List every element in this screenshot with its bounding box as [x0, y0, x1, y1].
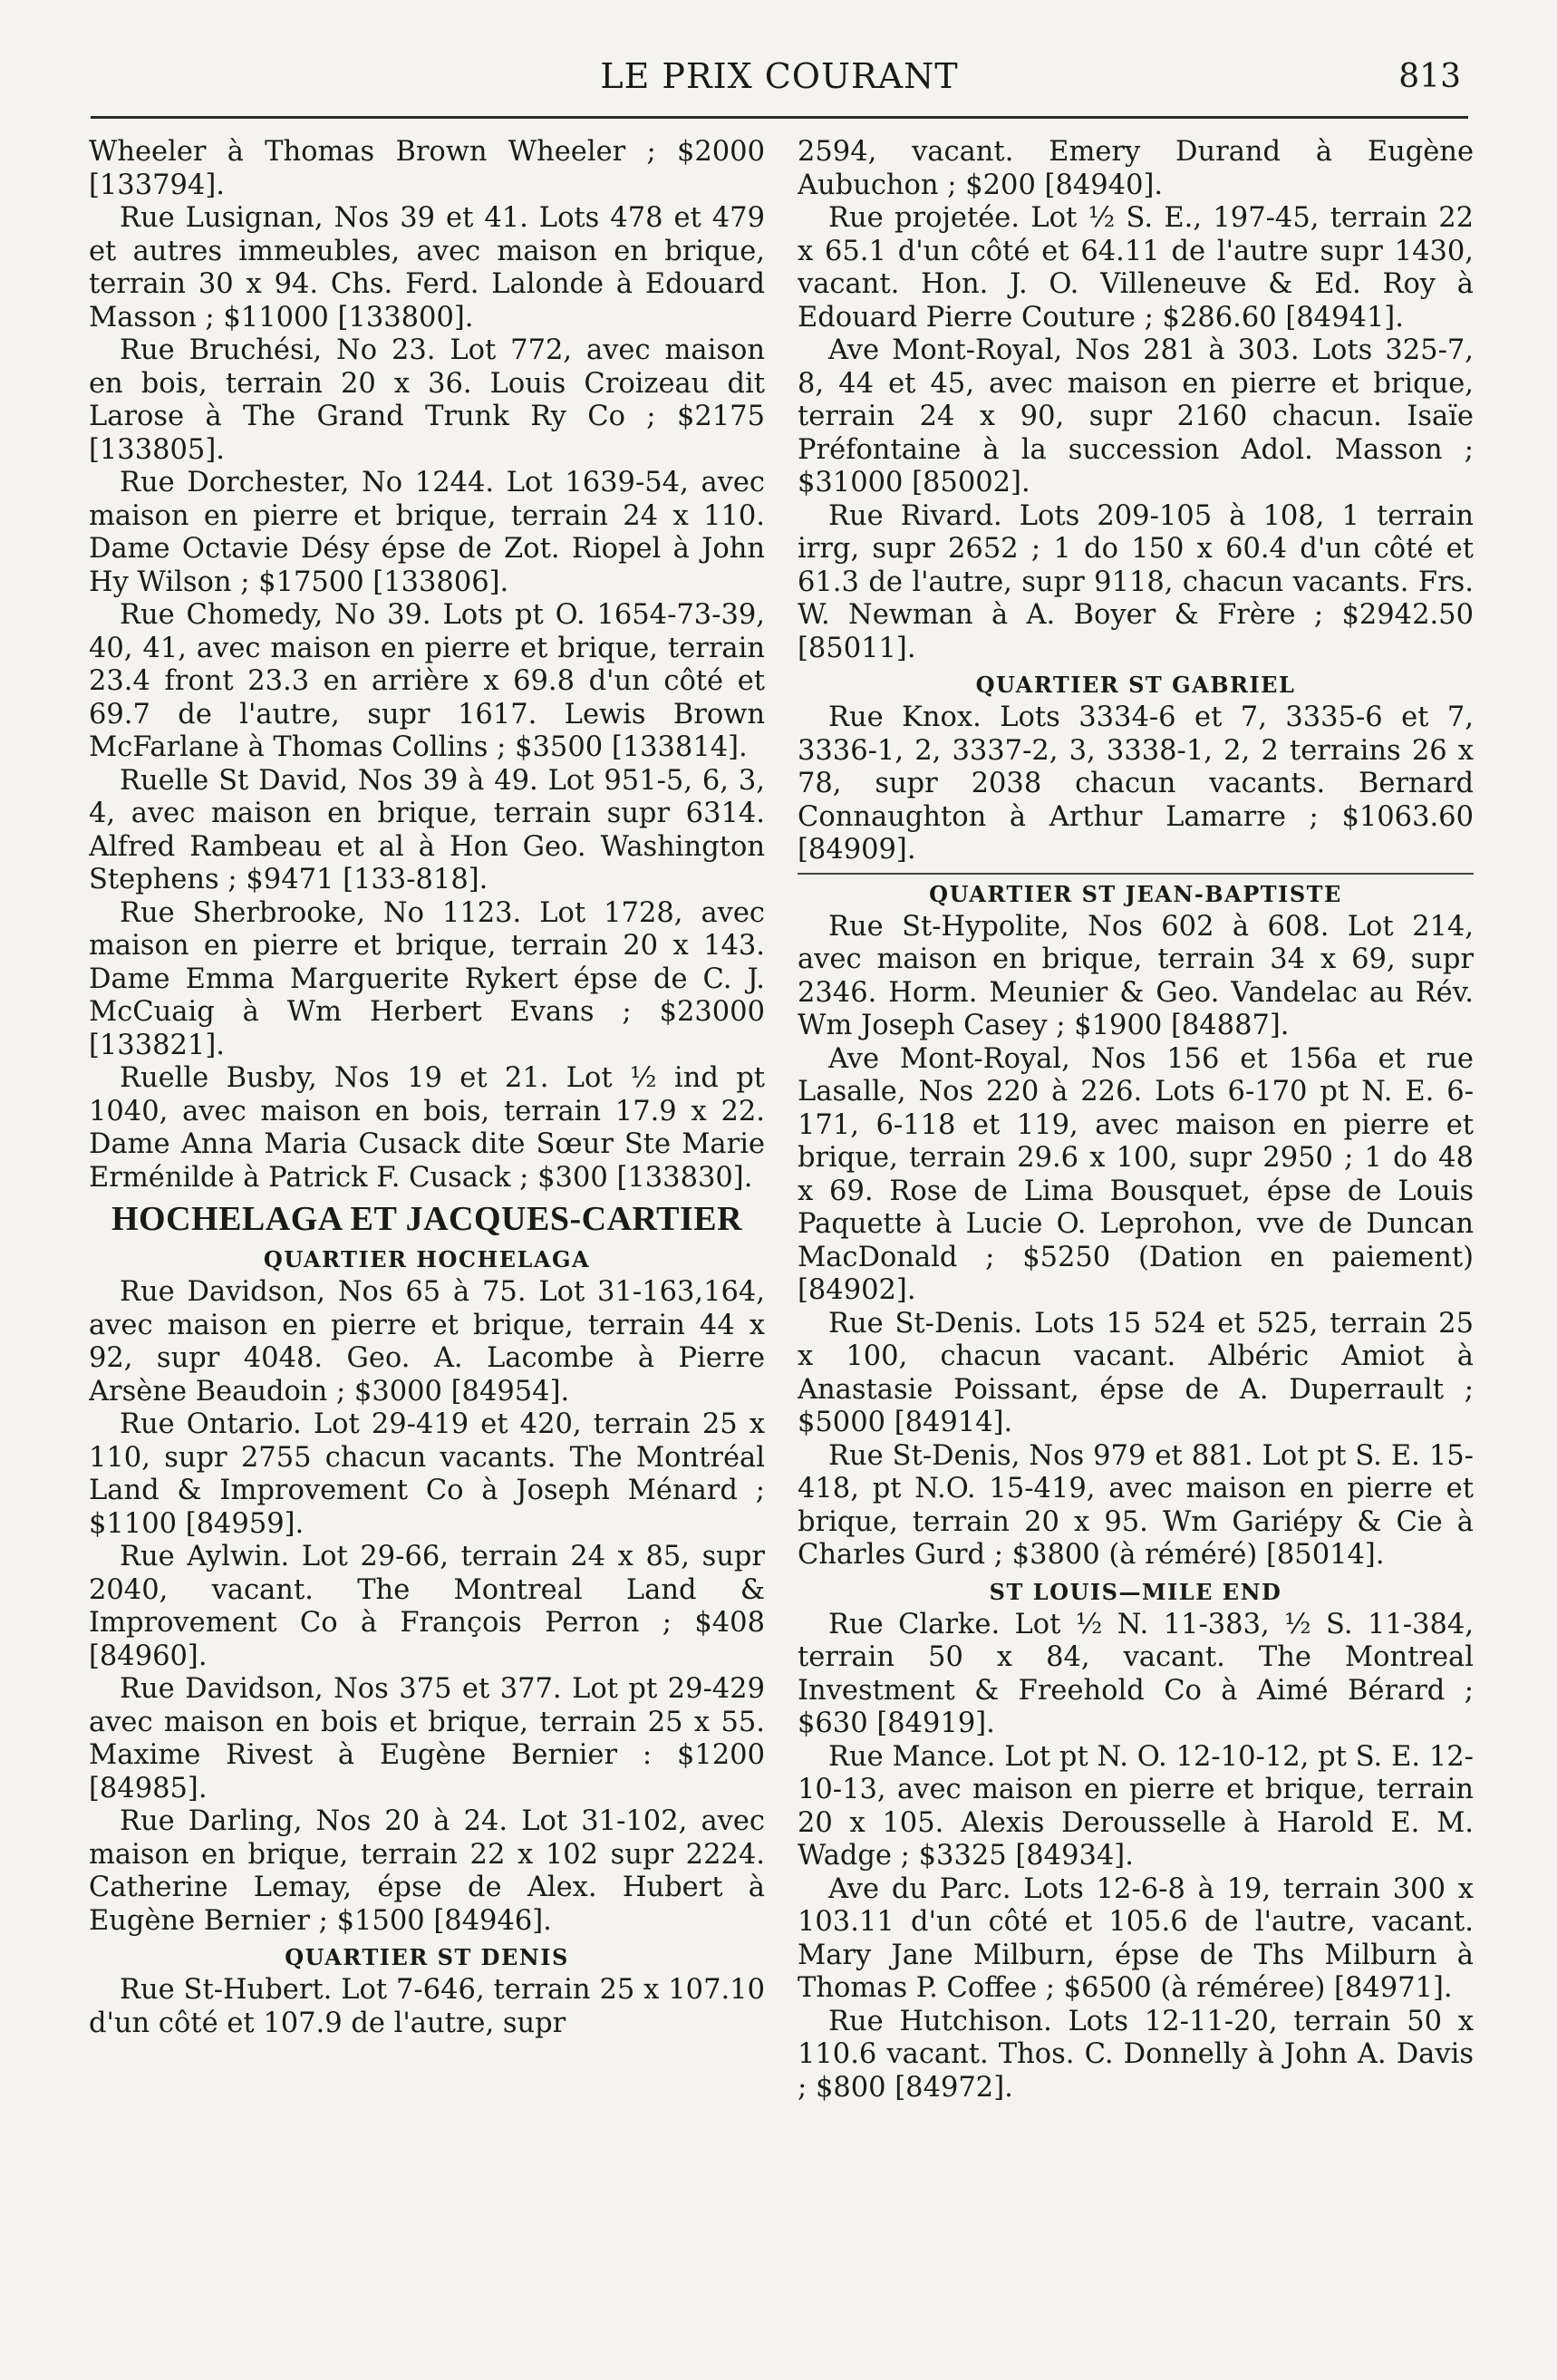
- right-column: [798, 136, 1474, 2347]
- entry: Rue Mance. Lot pt N. O. 12-10-12, pt S. E. 12-10-13, avec maison en pierre et brique, terrain 20 x 105. Alexis Derousselle à Harold E. M. Wadge ; $3325 [84934].: [798, 1740, 1474, 1872]
- entry: Rue Lusignan, Nos 39 et 41. Lots 478 et 479 et autres immeubles, avec maison en brique, terrain 30 x 94. Chs. Ferd. Lalonde à Edouard Masson ; $11000 [133800].: [89, 202, 765, 334]
- header-rule: [91, 116, 1468, 119]
- entry: Ave du Parc. Lots 12-6-8 à 19, terrain 300 x 103.11 d'un côté et 105.6 de l'autre, vacant. Mary Jane Milburn, épse de Ths Milburn à Thomas P. Coffee ; $6500 (à réméree) [84971].: [798, 1872, 1474, 2004]
- entry: Rue Clarke. Lot ½ N. 11-383, ½ S. 11-384, terrain 50 x 84, vacant. The Montreal Investment & Freehold Co à Aimé Bérard ; $630 [84919].: [798, 1608, 1474, 1739]
- page-number: 813: [1398, 58, 1461, 95]
- entry: Rue Rivard. Lots 209-105 à 108, 1 terrain irrg, supr 2652 ; 1 do 150 x 60.4 d'un côté et 61.3 de l'autre, supr 9118, chacun vacants. Frs. W. Newman à A. Boyer & Frère ; $2942.50 [85011].: [798, 499, 1474, 664]
- entry: Rue St-Denis, Nos 979 et 881. Lot pt S. E. 15-418, pt N.O. 15-419, avec maison en pierre et brique, terrain 20 x 95. Wm Gariépy & Cie à Charles Gurd ; $3800 (à réméré) [85014].: [798, 1439, 1474, 1571]
- entry: Rue Davidson, Nos 375 et 377. Lot pt 29-429 avec maison en bois et brique, terrain 25 x 55. Maxime Rivest à Eugène Bernier : $1200 [84985].: [89, 1673, 765, 1804]
- section-divider: [798, 873, 1474, 875]
- entry: Rue Bruchési, No 23. Lot 772, avec maison en bois, terrain 20 x 36. Louis Croizeau dit Larose à The Grand Trunk Ry Co ; $2175 [133805].: [89, 334, 765, 466]
- subsection-heading: QUARTIER ST GABRIEL: [975, 672, 1296, 698]
- subsection-heading: QUARTIER ST DENIS: [285, 1944, 569, 1970]
- entry: Rue St-Denis. Lots 15 524 et 525, terrain 25 x 100, chacun vacant. Albéric Amiot à Anastasie Poissant, épse de A. Duperrault ; $5000 [84914].: [798, 1307, 1474, 1438]
- subsection-heading: QUARTIER ST JEAN-BAPTISTE: [929, 880, 1342, 907]
- entry: Ave Mont-Royal, Nos 281 à 303. Lots 325-7, 8, 44 et 45, avec maison en pierre et brique, terrain 24 x 90, supr 2160 chacun. Isaïe Préfontaine à la succession Adol. Masson ; $31000 [85002].: [798, 334, 1474, 498]
- journal-title: LE PRIX COURANT: [600, 56, 959, 96]
- entry: Ave Mont-Royal, Nos 156 et 156a et rue Lasalle, Nos 220 à 226. Lots 6-170 pt N. E. 6-171, 6-118 et 119, avec maison en pierre et brique, terrain 29.6 x 100, supr 2950 ; 1 do 48 x 69. Rose de Lima Bousquet, épse de Louis Paquette à Lucie O. Leprohon, vve de Duncan MacDonald ; $5250 (Dation en paiement) [84902].: [798, 1042, 1474, 1306]
- entry: Rue Ontario. Lot 29-419 et 420, terrain 25 x 110, supr 2755 chacun vacants. The Montréal Land & Improvement Co à Joseph Ménard ; $1100 [84959].: [89, 1408, 765, 1540]
- entry: Rue Chomedy, No 39. Lots pt O. 1654-73-39, 40, 41, avec maison en pierre et brique, terrain 23.4 front 23.3 en arrière x 69.8 d'un côté et 69.7 de l'autre, supr 1617. Lewis Brown McFarlane à Thomas Collins ; $3500 [133814].: [89, 599, 765, 763]
- entry-continuation: 2594, vacant. Emery Durand à Eugène Aubuchon ; $200 [84940].: [798, 136, 1474, 201]
- subsection-heading: ST LOUIS—MILE END: [989, 1578, 1282, 1605]
- entry: Rue St-Hubert. Lot 7-646, terrain 25 x 107.10 d'un côté et 107.9 de l'autre, supr: [89, 1974, 765, 2039]
- entry: Wheeler à Thomas Brown Wheeler ; $2000 [133794].: [89, 136, 765, 201]
- entry: Rue Aylwin. Lot 29-66, terrain 24 x 85, supr 2040, vacant. The Montreal Land & Improvement Co à François Perron ; $408 [84960].: [89, 1541, 765, 1672]
- entry: Rue projetée. Lot ½ S. E., 197-45, terrain 22 x 65.1 d'un côté et 64.11 de l'autre supr 1430, vacant. Hon. J. O. Villeneuve & Ed. Roy à Edouard Pierre Couture ; $286.60 [84941].: [798, 202, 1474, 334]
- entry: Rue Dorchester, No 1244. Lot 1639-54, avec maison en pierre et brique, terrain 24 x 110. Dame Octavie Désy épse de Zot. Riopel à John Hy Wilson ; $17500 [133806].: [89, 467, 765, 598]
- entry: Rue Hutchison. Lots 12-11-20, terrain 50 x 110.6 vacant. Thos. C. Donnelly à John A. Davis ; $800 [84972].: [798, 2005, 1474, 2104]
- entry: Ruelle St David, Nos 39 à 49. Lot 951-5, 6, 3, 4, avec maison en brique, terrain supr 6314. Alfred Rambeau et al à Hon Geo. Washington Stephens ; $9471 [133-818].: [89, 764, 765, 895]
- entry: Ruelle Busby, Nos 19 et 21. Lot ½ ind pt 1040, avec maison en bois, terrain 17.9 x 22. Dame Anna Maria Cusack dite Sœur Ste Marie Erménilde à Patrick F. Cusack ; $300 [133830].: [89, 1062, 765, 1194]
- section-heading: HOCHELAGA ET JACQUES-CARTIER: [111, 1200, 743, 1238]
- entry: Rue Sherbrooke, No 1123. Lot 1728, avec maison en pierre et brique, terrain 20 x 143. Dame Emma Marguerite Rykert épse de C. J. McCuaig à Wm Herbert Evans ; $23000 [133821].: [89, 896, 765, 1061]
- page-header: [91, 56, 1468, 111]
- entry: Rue Darling, Nos 20 à 24. Lot 31-102, avec maison en brique, terrain 22 x 102 supr 2224. Catherine Lemay, épse de Alex. Hubert à Eugène Bernier ; $1500 [84946].: [89, 1805, 765, 1937]
- entry: Rue Davidson, Nos 65 à 75. Lot 31-163,164, avec maison en pierre et brique, terrain 44 x 92, supr 4048. Geo. A. Lacombe à Pierre Arsène Beaudoin ; $3000 [84954].: [89, 1276, 765, 1408]
- entry: Rue Knox. Lots 3334-6 et 7, 3335-6 et 7, 3336-1, 2, 3337-2, 3, 3338-1, 2, 2 terrains 26 x 78, supr 2038 chacun vacants. Bernard Connaughton à Arthur Lamarre ; $1063.60 [84909].: [798, 701, 1474, 866]
- subsection-heading: QUARTIER HOCHELAGA: [263, 1246, 591, 1272]
- entry: Rue St-Hypolite, Nos 602 à 608. Lot 214, avec maison en brique, terrain 34 x 69, supr 2346. Horm. Meunier & Geo. Vandelac au Rév. Wm Joseph Casey ; $1900 [84887].: [798, 910, 1474, 1041]
- left-column: [89, 136, 765, 2347]
